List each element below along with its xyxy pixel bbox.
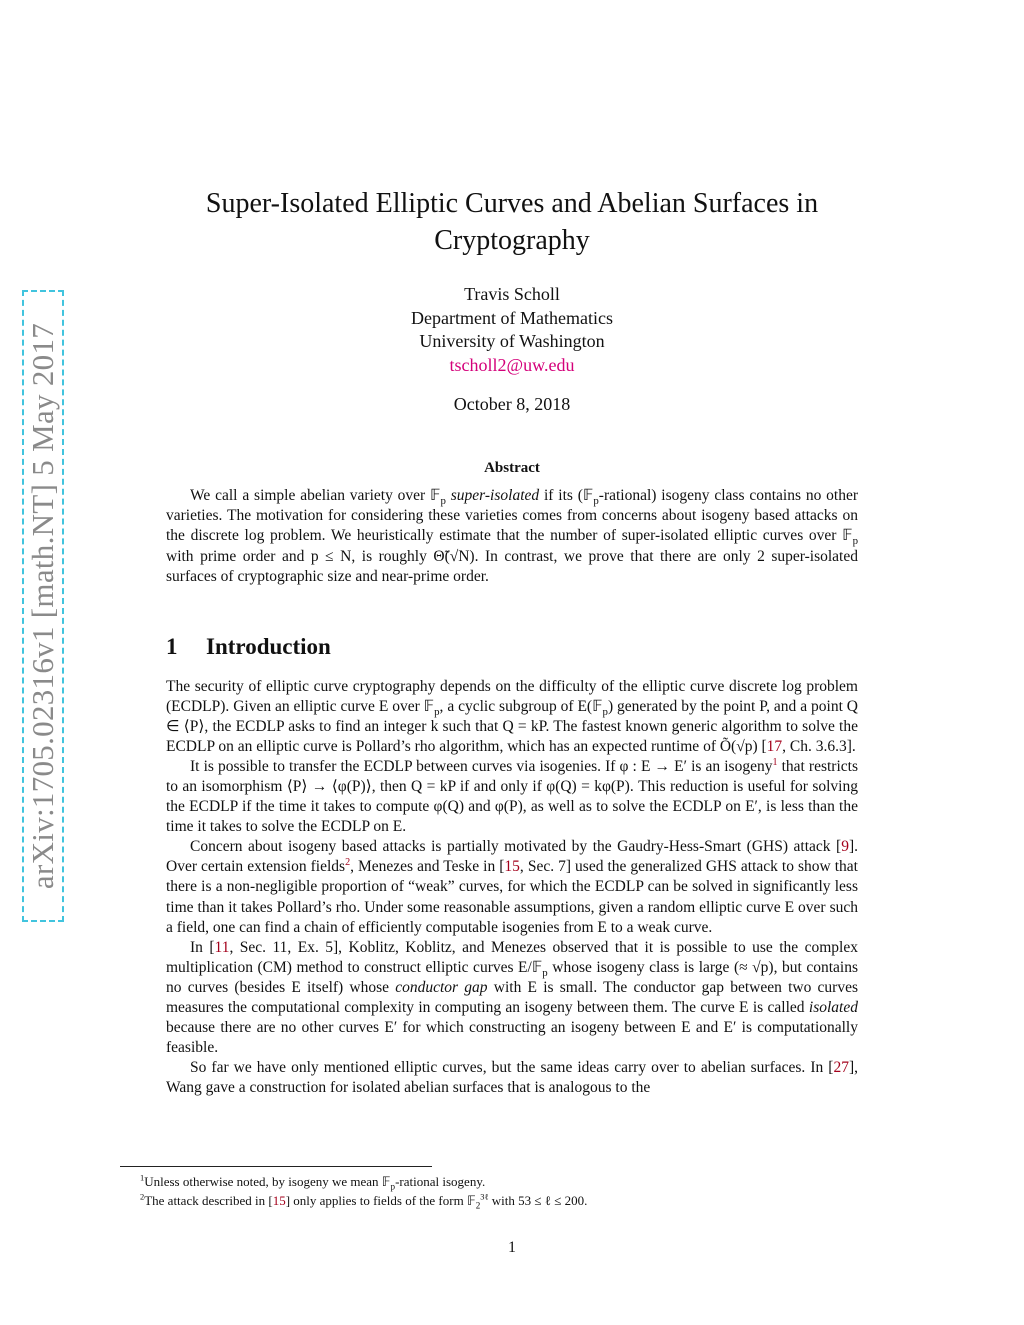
arxiv-identifier-stamp[interactable] [22, 290, 64, 922]
section-heading [166, 634, 331, 660]
section-number: 1 [166, 634, 178, 659]
paragraph-1: The security of elliptic curve cryptography depends on the difficulty of the elliptic curve discrete log problem (ECDLP). Given an elliptic curve E over 𝔽$_p$, a cyclic subgroup of E(𝔽$_p$) generated by the point P, and a point Q ∈ ⟨P⟩, the ECDLP asks to find an integer k such that Q = kP. The fastest known generic algorithm to solve the ECDLP on an elliptic curve is Pollard’s rho algorithm, which has an expected runtime of Õ(√p) [17, Ch. 3.6.3]. [166, 678, 858, 756]
paper-title: Super-Isolated Elliptic Curves and Abelian Surfaces in Cryptography [205, 188, 819, 256]
author-name: Travis Scholl [464, 284, 560, 304]
footnote-rule [120, 1166, 432, 1167]
paragraph-3: Concern about isogeny based attacks is partially motivated by the Gaudry-Hess-Smart (GHS) attack [9]. Over certain extension fields$^2$, Menezes and Teske in [15, Sec. 7] used the generalized GHS attack to show that there is a non-negligible proportion of “weak” curves, for which the ECDLP can be solved in significantly less time than it takes Pollard’s rho. Under some reasonable assumptions, given a random elliptic curve E over such a field, one can find a chain of efficiently computable isogenies from E to a weak curve. [166, 838, 858, 936]
author-block [300, 283, 724, 377]
abstract-heading: Abstract [484, 460, 540, 476]
citation-link[interactable]: 9 [841, 838, 849, 856]
author-email-link[interactable]: tscholl2@uw.edu [449, 354, 575, 375]
citation-link[interactable]: 11 [214, 938, 230, 956]
author-department: Department of Mathematics [411, 307, 613, 328]
arxiv-identifier-text: arXiv:1705.02316v1 [math.NT] 5 May 2017 [25, 322, 60, 890]
citation-link[interactable]: 15 [504, 858, 520, 876]
paragraph-2: It is possible to transfer the ECDLP between curves via isogenies. If φ : E → E′ is an isogeny$^1$ that restricts to an isomorphism ⟨P⟩ → ⟨φ(P)⟩, then Q = kP if and only if φ(Q) = kφ(P). This reduction is useful for solving the ECDLP if the time it takes to compute φ(Q) and φ(P), as well as to solve the ECDLP on E′, is less than the time it takes to solve the ECDLP on E. [166, 757, 858, 836]
footnote-link[interactable]: 1 [772, 757, 778, 769]
paragraph-5: So far we have only mentioned elliptic curves, but the same ideas carry over to abelian surfaces. In [27], Wang gave a construction for isolated abelian surfaces that is analogous to the [166, 1058, 858, 1096]
introduction-body [166, 677, 858, 1098]
footnote-2: $^2$The attack described in [15] only applies to fields of the form 𝔽$_2^{3\ell}$ with 53 ≤ ℓ ≤ 200. [140, 1191, 588, 1211]
paper-date: October 8, 2018 [453, 394, 571, 414]
section-title: Introduction [206, 634, 331, 659]
author-university: University of Washington [419, 331, 605, 351]
footnotes [140, 1172, 860, 1210]
citation-link[interactable]: 15 [272, 1193, 286, 1208]
footnote-1: $^1$Unless otherwise noted, by isogeny we mean 𝔽$_p$-rational isogeny. [140, 1172, 486, 1192]
citation-link[interactable]: 17 [766, 738, 783, 756]
abstract-term: super-isolated [450, 487, 540, 504]
page-number: 1 [508, 1239, 516, 1256]
abstract-text: We call a simple abelian variety over 𝔽$_p$ super-isolated if its (𝔽$_p$-rational) isogeny class contains no other varieties. The motivation for considering these varieties comes from concerns about isogeny based attacks on the discrete log problem. We heuristically estimate that the number of super-isolated elliptic curves over 𝔽$_p$ with prime order and p ≤ N, is roughly Θ̃(√N). In contrast, we prove that there are only 2 super-isolated surfaces of cryptographic size and near-prime order. [166, 487, 858, 585]
footnote-link[interactable]: 2 [345, 857, 351, 869]
paragraph-4: In [11, Sec. 11, Ex. 5], Koblitz, Koblitz, and Menezes observed that it is possible to use the complex multiplication (CM) method to construct elliptic curves E/𝔽$_p$ whose isogeny class is large (≈ √p), but contains no curves (besides E itself) whose conductor gap with E is small. The conductor gap between two curves measures the computational complexity in computing an isogeny between them. The curve E is called isolated because there are no other curves E′ for which constructing an isogeny between E and E′ is computationally feasible. [166, 938, 858, 1056]
citation-link[interactable]: 27 [833, 1058, 849, 1076]
